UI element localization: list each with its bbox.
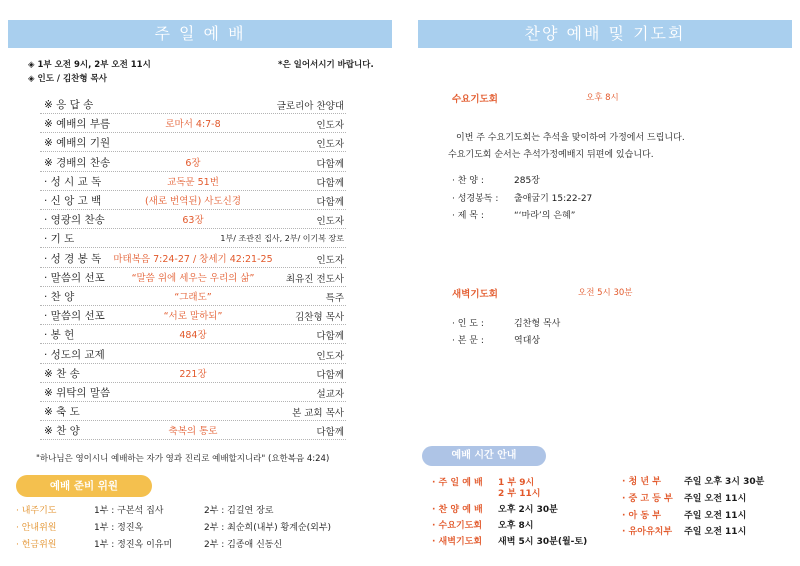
schedule-pill: 예배 시간 안내 (422, 446, 546, 466)
wednesday-title: 수요기도회 (452, 94, 498, 105)
order-detail: 63장 (182, 215, 204, 227)
order-person: 최유진 전도사 (285, 273, 344, 285)
order-label: · 신 앙 고 백 (44, 195, 102, 207)
right-banner: 찬양 예배 및 기도회 (418, 20, 792, 48)
wednesday-time: 오후 8시 (586, 93, 619, 103)
order-label: · 영광의 찬송 (44, 214, 105, 227)
order-row (40, 345, 346, 364)
order-row (40, 133, 346, 152)
prep-committee-pill: 예배 준비 위원 (16, 475, 152, 497)
order-person: 본 교회 목사 (292, 408, 344, 420)
order-label: · 성 경 봉 독 (44, 252, 102, 265)
order-label: · 봉 헌 (44, 329, 75, 342)
order-person: 인도자 (316, 254, 344, 266)
schedule-item: · 유아유치부 주일 오전 11시 (622, 527, 747, 537)
order-person: 인도자 (316, 350, 344, 362)
order-row (40, 249, 346, 268)
order-detail: (새로 번역된) 사도신경 (144, 196, 242, 207)
prep-row: · 내주기도 1부 : 구본석 집사 2부 : 김길연 장로 (16, 506, 274, 516)
order-person: 설교자 (316, 389, 344, 400)
order-detail: 484장 (179, 330, 207, 342)
order-person: 1부/ 조관진 집사, 2부/ 이기복 장로 (220, 234, 344, 244)
order-label: · 성 시 교 독 (44, 175, 102, 188)
order-row (40, 383, 346, 402)
order-row (40, 325, 346, 344)
order-label: · 찬 양 (44, 291, 75, 303)
order-label: ※ 예배의 부름 (44, 118, 111, 131)
order-row (40, 172, 346, 191)
order-person: 인도자 (316, 139, 344, 151)
order-row (40, 421, 346, 440)
order-detail: 6장 (185, 157, 201, 169)
order-label: ※ 위탁의 말씀 (44, 387, 111, 399)
order-label: · 성도의 교제 (44, 348, 105, 361)
order-label: ※ 찬 송 (44, 367, 80, 380)
order-row (40, 114, 346, 133)
order-label: ※ 경배의 찬송 (44, 156, 111, 169)
order-label: ※ 예배의 기원 (44, 137, 111, 150)
order-row (40, 287, 346, 306)
schedule-item: · 새벽기도회 새벽 5시 30분(월-토) (432, 537, 588, 547)
order-person: 다함께 (316, 158, 344, 170)
order-label: · 말씀의 선포 (44, 271, 105, 284)
order-row (40, 229, 346, 248)
order-detail: 마태복음 7:24-27 / 창세기 42:21-25 (113, 253, 273, 265)
schedule-item: · 찬 양 예 배 오후 2시 30분 (432, 505, 558, 515)
order-row (40, 268, 346, 287)
order-person: 다함께 (316, 331, 344, 343)
order-person: 다함께 (316, 177, 344, 189)
service-note: *은 일어서시기 바랍니다. (278, 60, 374, 70)
order-person: 다함께 (316, 427, 344, 439)
order-row (40, 306, 346, 325)
order-detail: 221장 (179, 368, 207, 380)
prep-row: · 헌금위원 1부 : 정진옥 이유미 2부 : 김종애 신동신 (16, 540, 283, 550)
left-banner: 주 일 예 배 (8, 20, 392, 48)
order-row (40, 364, 346, 383)
order-detail: “그래도” (174, 292, 212, 303)
order-detail: “서로 말하되” (163, 311, 223, 323)
service-times: ◈ 1부 오전 9시, 2부 오전 11시 (28, 60, 151, 70)
wednesday-item: · 찬 양 : 285장 (452, 176, 540, 186)
schedule-item: · 주 일 예 배 1 부 9시 (432, 478, 535, 488)
order-row (40, 210, 346, 229)
order-label: · 기 도 (44, 233, 75, 246)
wednesday-notice-1: 이번 주 수요기도회는 추석을 맞이하여 가정에서 드립니다. (456, 133, 685, 143)
dawn-time: 오전 5시 30분 (578, 288, 633, 298)
order-detail: “말씀 위에 세우는 우리의 삶” (131, 272, 255, 284)
schedule-item: · 아 동 부 주일 오전 11시 (622, 511, 747, 521)
order-label: · 말씀의 선포 (44, 310, 105, 323)
order-person: 다함께 (316, 369, 344, 381)
order-person: 김찬형 목사 (295, 312, 344, 324)
order-row (40, 402, 346, 421)
order-detail: 로마서 4:7-8 (165, 119, 221, 131)
order-row (40, 191, 346, 210)
order-detail: 축복의 통로 (168, 426, 218, 438)
scripture-quote: "하나님은 영이시니 예배하는 자가 영과 진리로 예배할지니라" (요한복음 4:24) (36, 454, 330, 464)
dawn-item: · 인 도 : 김찬형 목사 (452, 319, 561, 329)
order-person: 인도자 (316, 216, 344, 228)
order-row (40, 95, 346, 114)
order-person: 다함께 (316, 197, 344, 208)
dawn-item: · 본 문 : 역대상 (452, 336, 541, 346)
order-label: ※ 찬 양 (44, 425, 80, 438)
wednesday-item: · 성경봉독 : 출애굽기 15:22-27 (452, 194, 593, 204)
order-person: 글로리아 찬양대 (276, 101, 344, 112)
wednesday-item: · 제 목 : “‘마라’의 은혜” (452, 211, 576, 221)
order-person: 특주 (325, 293, 344, 304)
wednesday-notice-2: 수요기도회 순서는 추석가정예배지 뒤편에 있습니다. (448, 150, 654, 160)
order-label: ※ 축 도 (44, 406, 80, 419)
order-label: ※ 응 답 송 (44, 99, 94, 111)
diamond-icon: ◈ (28, 60, 35, 70)
prep-row: · 안내위원 1부 : 정진옥 2부 : 최순희(내부) 황계순(외부) (16, 523, 332, 533)
service-leader: ◈ 인도 / 김찬형 목사 (28, 74, 107, 84)
schedule-item: 2 부 11시 (498, 489, 541, 499)
schedule-item: · 중 고 등 부 주일 오전 11시 (622, 494, 747, 504)
diamond-icon: ◈ (28, 74, 35, 84)
order-person: 인도자 (316, 120, 344, 132)
schedule-item: · 청 년 부 주일 오후 3시 30분 (622, 477, 765, 487)
order-row (40, 153, 346, 172)
dawn-title: 새벽기도회 (452, 289, 498, 300)
order-detail: 교독문 51번 (167, 176, 219, 188)
schedule-item: · 수요기도회 오후 8시 (432, 521, 534, 531)
